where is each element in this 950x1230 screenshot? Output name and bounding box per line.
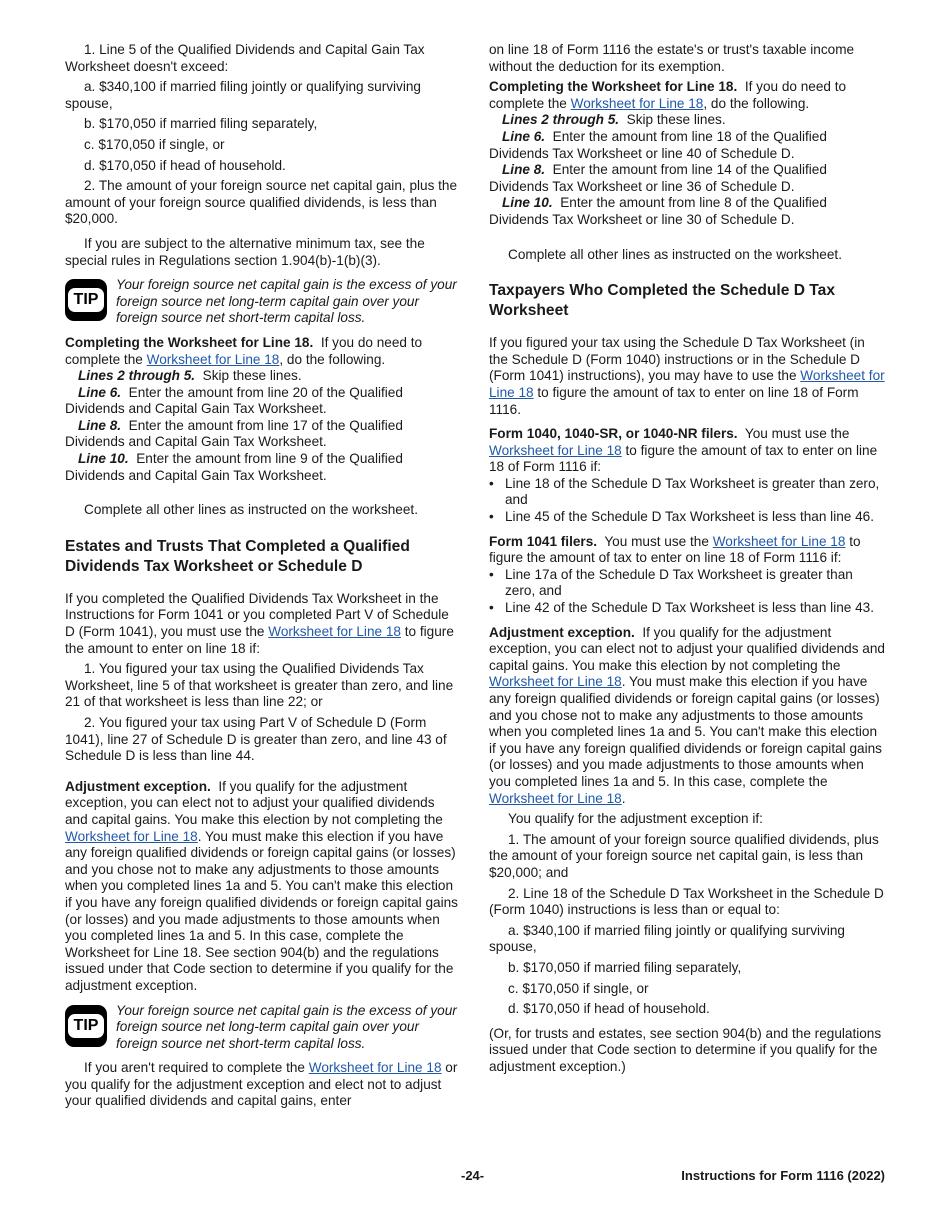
- lines-2-5-instruction: Lines 2 through 5. Skip these lines.: [502, 112, 726, 128]
- bullet-item: • Line 42 of the Schedule D Tax Worksheet is less than line 43.: [489, 600, 875, 616]
- tip-box: [65, 1003, 460, 1053]
- page-number: -24-: [461, 1168, 485, 1183]
- qualify-condition-2b: b. $170,050 if married filing separately,: [508, 959, 742, 975]
- qualify-condition-2: 2. Line 18 of the Schedule D Tax Worksheet in the Schedule D (Form 1040) instructions is less than or equal to:: [489, 885, 884, 918]
- complete-other-lines: Complete all other lines as instructed on the worksheet.: [508, 246, 842, 262]
- worksheet-line-18-link[interactable]: Worksheet for Line 18: [65, 828, 198, 844]
- qualify-condition-1: 1. The amount of your foreign source qualified dividends, plus the amount of your foreign source net capital gain, is less than $20,000; and: [489, 831, 879, 880]
- bullet-item: • Line 18 of the Schedule D Tax Worksheet is greater than zero, and: [489, 475, 880, 508]
- bullet-icon: •: [489, 509, 494, 525]
- left-column: [65, 42, 460, 1110]
- worksheet-line-18-link[interactable]: Worksheet for Line 18: [308, 1060, 442, 1076]
- estates-condition-2: 2. You figured your tax using Part V of Schedule D (Form 1041), line 27 of Schedule D is greater than zero, and line 43 of Schedule D is less than line 44.: [65, 715, 447, 764]
- lines-2-5-instruction: Lines 2 through 5. Skip these lines.: [78, 368, 302, 384]
- estates-condition-1: 1. You figured your tax using the Qualified Dividends Tax Worksheet, line 5 of that worksheet is greater than zero, and line 21 of that worksheet is less than line 22; or: [65, 661, 454, 710]
- worksheet-line-18-link[interactable]: Worksheet for Line 18: [489, 442, 622, 458]
- worksheet-line-18-link[interactable]: Worksheet for Line 18: [712, 533, 846, 549]
- tip-text: Your foreign source net capital gain is the excess of your foreign source net long-term capital gain over your foreign source net short-term capital loss.: [116, 277, 457, 326]
- completing-worksheet-paragraph: Completing the Worksheet for Line 18. If you do need to complete the Worksheet for Line 18, do the following.: [65, 334, 423, 367]
- tip-text: Your foreign source net capital gain is the excess of your foreign source net long-term capital gain over your foreign source net short-term capital loss.: [116, 1002, 457, 1051]
- estates-intro-paragraph: If you completed the Qualified Dividends Tax Worksheet in the Instructions for Form 1041 or you completed Part V of Schedule D (Form 1041), you must use the Worksheet for Line 18 to figure the amount to enter on line 18 if:: [65, 590, 454, 656]
- condition-1: 1. Line 5 of the Qualified Dividends and Capital Gain Tax Worksheet doesn't exceed:: [65, 42, 425, 74]
- condition-1d: d. $170,050 if head of household.: [84, 157, 286, 173]
- form-1040-filers-paragraph: Form 1040, 1040-SR, or 1040-NR filers. You must use the Worksheet for Line 18 to figure the amount of tax to enter on line 18 of Form 1116 if:: [489, 426, 878, 475]
- right-column: [489, 42, 885, 1075]
- tip-icon: TIP: [65, 1005, 107, 1047]
- form-1041-filers-paragraph: Form 1041 filers. You must use the Worksheet for Line 18 to figure the amount of tax to enter on line 18 of Form 1116 if:: [489, 533, 861, 566]
- section-heading-schedule-d: Taxpayers Who Completed the Schedule D Tax Worksheet: [489, 282, 836, 320]
- worksheet-line-18-link[interactable]: Worksheet for Line 18: [268, 624, 401, 640]
- adjustment-exception-paragraph: Adjustment exception. If you qualify for the adjustment exception, you can elect not to adjust your qualified dividends and capital gains. You make this election by not completing the Worksheet for Line 18. You must make this election if you have any foreign qualified dividends or foreign capital gains (or losses) and you chose not to make any adjustments to those amounts when you completed lines 1a and 5. You can't make this election if you have any foreign qualified dividends or foreign capital gains (or losses) and you made adjustments to those amounts when you completed lines 1a and 5. In this case, complete the Worksheet for Line 18.: [489, 624, 885, 806]
- condition-1c: c. $170,050 if single, or: [84, 136, 225, 152]
- bullet-item: • Line 45 of the Schedule D Tax Worksheet is less than line 46.: [489, 509, 875, 525]
- line-10-instruction: Line 10. Enter the amount from line 9 of the Qualified Dividends and Capital Gain Tax Worksheet.: [65, 451, 403, 483]
- section-heading-estates-trusts: Estates and Trusts That Completed a Qualified Dividends Tax Worksheet or Schedule D: [65, 537, 410, 575]
- amt-paragraph: If you are subject to the alternative minimum tax, see the special rules in Regulations section 1.904(b)-1(b)(3).: [65, 235, 425, 268]
- worksheet-line-18-link[interactable]: Worksheet for Line 18: [489, 368, 885, 400]
- worksheet-line-18-link[interactable]: Worksheet for Line 18: [570, 95, 704, 111]
- line-8-instruction: Line 8. Enter the amount from line 17 of the Qualified Dividends and Capital Gain Tax Worksheet.: [65, 417, 403, 450]
- bullet-icon: •: [489, 475, 494, 491]
- line-6-instruction: Line 6. Enter the amount from line 18 of the Qualified Dividends Tax Worksheet or line 40 of Schedule D.: [489, 128, 827, 161]
- completing-worksheet-paragraph: Completing the Worksheet for Line 18. If you do need to complete the Worksheet for Line 18, do the following.: [489, 79, 847, 111]
- condition-2: 2. The amount of your foreign source net capital gain, plus the amount of your foreign source qualified dividends, is less than $20,000.: [65, 178, 458, 227]
- line-8-instruction: Line 8. Enter the amount from line 14 of the Qualified Dividends Tax Worksheet or line 36 of Schedule D.: [489, 162, 827, 194]
- line-10-instruction: Line 10. Enter the amount from line 8 of the Qualified Dividends Tax Worksheet or line 30 of Schedule D.: [489, 195, 827, 227]
- condition-1b: b. $170,050 if married filing separately,: [84, 116, 318, 132]
- schedule-d-intro-paragraph: If you figured your tax using the Schedule D Tax Worksheet (in the Schedule D (Form 1040) instructions or in the Schedule D (Form 1041) instructions), you may have to use the Worksheet for Line 18 to figure the amount of tax to enter on line 18 of Form 1116.: [489, 335, 885, 417]
- condition-1a: a. $340,100 if married filing jointly or qualifying surviving spouse,: [65, 79, 421, 111]
- worksheet-line-18-link[interactable]: Worksheet for Line 18: [146, 351, 280, 367]
- line-6-instruction: Line 6. Enter the amount from line 20 of the Qualified Dividends and Capital Gain Tax Worksheet.: [65, 384, 403, 417]
- worksheet-line-18-link[interactable]: Worksheet for Line 18: [489, 674, 622, 690]
- continued-paragraph: on line 18 of Form 1116 the estate's or trust's taxable income without the deduction for its exemption.: [489, 42, 855, 74]
- bullet-icon: •: [489, 600, 494, 616]
- complete-other-lines: Complete all other lines as instructed on the worksheet.: [84, 502, 418, 518]
- adjustment-exception-paragraph: Adjustment exception. If you qualify for the adjustment exception, you can elect not to adjust your qualified dividends and capital gains. You make this election by not completing the Worksheet for Line 18. You must make this election if you have any foreign qualified dividends or foreign capital gains (or losses) and you chose not to make any adjustments to those amounts when you completed lines 1a and 5. You can't make this election if you have any foreign qualified dividends or foreign capital gains (or losses) and you made adjustments to those amounts when you completed lines 1a and 5. In this case, complete the Worksheet for Line 18. See section 904(b) and the regulations issued under that Code section to determine if you qualify for the adjustment exception.: [65, 778, 458, 993]
- footer-title: Instructions for Form 1116 (2022): [681, 1168, 885, 1183]
- worksheet-line-18-link[interactable]: Worksheet for Line 18: [489, 790, 622, 806]
- qualify-condition-2c: c. $170,050 if single, or: [508, 980, 649, 996]
- trusts-estates-note: (Or, for trusts and estates, see section 904(b) and the regulations issued under that Code section to determine if you qualify for the adjustment exception.): [489, 1025, 882, 1074]
- tip-icon: TIP: [65, 279, 107, 321]
- not-required-paragraph: If you aren't required to complete the Worksheet for Line 18 or you qualify for the adjustment exception and elect not to adjust your qualified dividends and capital gains, enter: [65, 1060, 458, 1109]
- tip-box: [65, 277, 460, 327]
- bullet-icon: •: [489, 566, 494, 582]
- bullet-item: • Line 17a of the Schedule D Tax Worksheet is greater than zero, and: [489, 566, 853, 599]
- qualify-condition-2a: a. $340,100 if married filing jointly or qualifying surviving spouse,: [489, 922, 845, 955]
- qualify-condition-2d: d. $170,050 if head of household.: [508, 1001, 710, 1017]
- qualify-intro: You qualify for the adjustment exception if:: [508, 811, 763, 827]
